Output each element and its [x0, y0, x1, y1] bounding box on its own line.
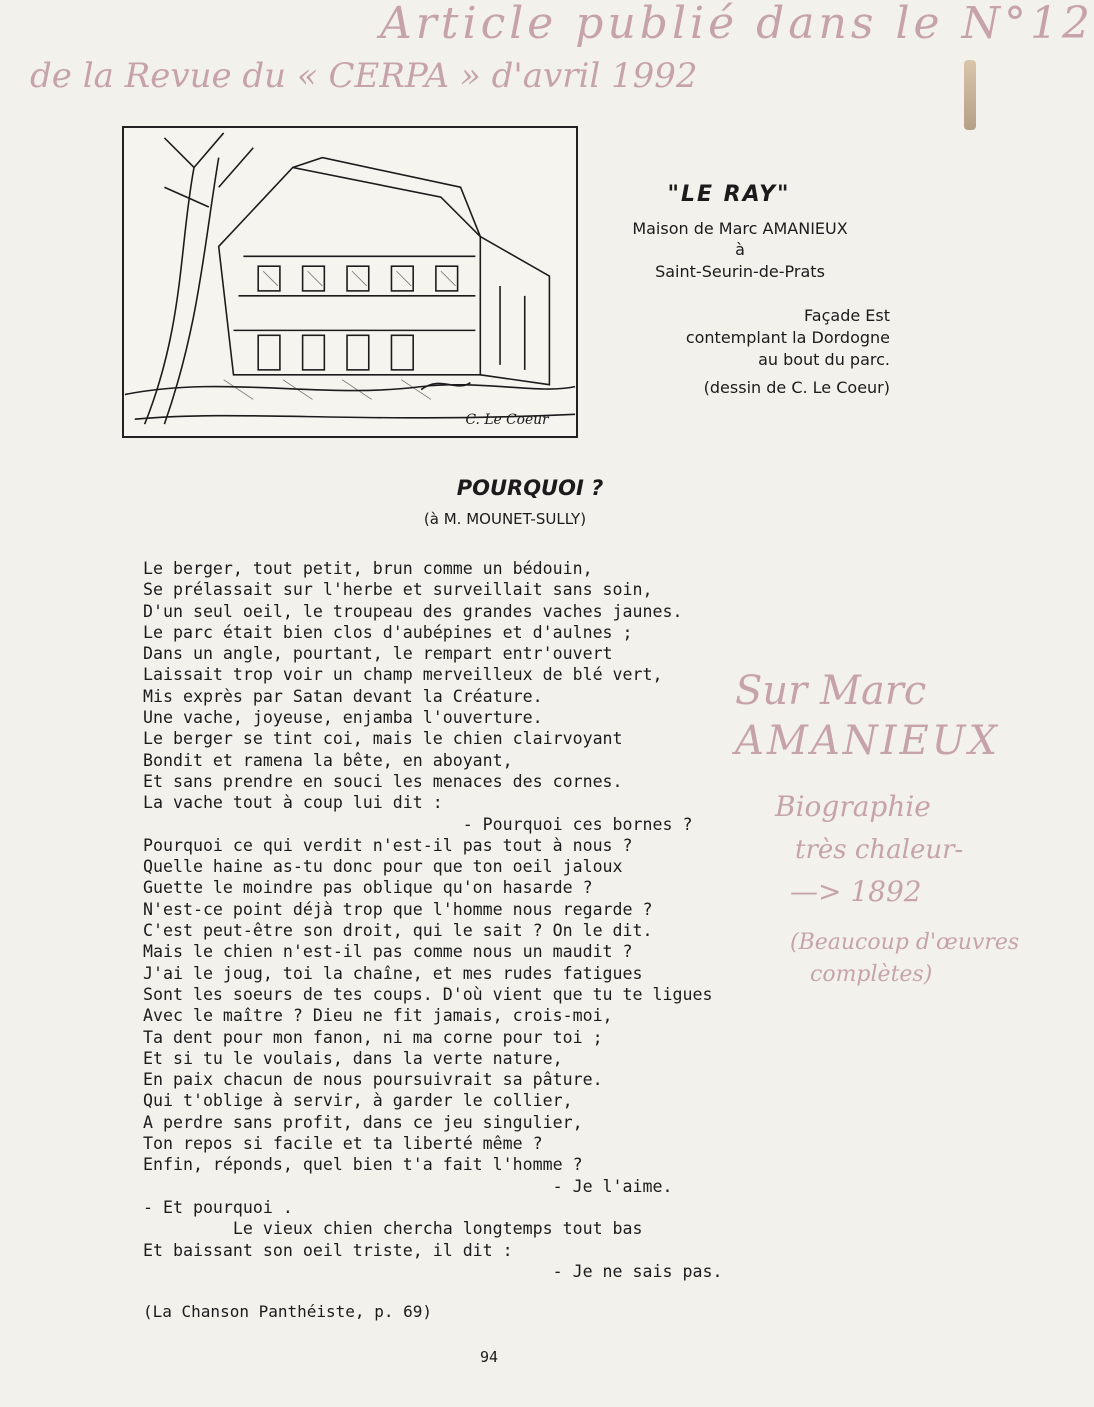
caption-park: au bout du parc.	[758, 350, 890, 369]
handwritten-margin-note-2: très chaleur-	[795, 835, 964, 865]
caption-facade: Façade Est	[804, 306, 890, 325]
poem-line: Mis exprès par Satan devant la Créature.	[143, 686, 543, 706]
poem-line: Ta dent pour mon fanon, ni ma corne pour toi ;	[143, 1027, 603, 1047]
poem-line: Et sans prendre en souci les menaces des cornes.	[143, 771, 623, 791]
poem-line: Ton repos si facile et ta liberté même ?	[143, 1134, 543, 1154]
staple-mark	[964, 60, 976, 130]
illustration-signature: C. Le Coeur	[465, 412, 549, 429]
poem-line: En paix chacun de nous poursuivrait sa pâture.	[143, 1070, 603, 1090]
handwritten-margin-word-1: Sur Marc	[735, 668, 927, 714]
poem-line: Le vieux chien chercha longtemps tout bas	[143, 1219, 643, 1239]
poem-line: N'est-ce point déjà trop que l'homme nous regarde ?	[143, 899, 653, 919]
poem-line: - Pourquoi ces bornes ?	[143, 814, 693, 834]
poem-line: Et baissant son oeil triste, il dit :	[143, 1240, 513, 1260]
poem-line: A perdre sans profit, dans ce jeu singulier,	[143, 1112, 583, 1132]
caption-title: "LE RAY"	[667, 182, 791, 207]
poem-dedication: (à M. MOUNET-SULLY)	[423, 510, 587, 528]
poem-line: Enfin, réponds, quel bien t'a fait l'homme ?	[143, 1155, 583, 1175]
house-drawing	[124, 128, 576, 436]
poem-title: POURQUOI ?	[456, 476, 604, 500]
poem-line: Guette le moindre pas oblique qu'on hasarde ?	[143, 878, 593, 898]
poem-line: - Je ne sais pas.	[143, 1261, 723, 1281]
page-number: 94	[480, 1348, 499, 1366]
handwritten-note-top: Article publié dans le N°12	[380, 0, 1094, 49]
poem-body	[143, 558, 823, 1282]
caption-credit: (dessin de C. Le Coeur)	[703, 378, 890, 397]
poem-line: Le berger se tint coi, mais le chien clairvoyant	[143, 729, 623, 749]
poem-line: La vache tout à coup lui dit :	[143, 793, 443, 813]
poem-line: J'ai le joug, toi la chaîne, et mes rudes fatigues	[143, 963, 643, 983]
handwritten-margin-note-1: Biographie	[775, 790, 931, 823]
caption-view: contemplant la Dordogne	[685, 328, 890, 347]
caption-place: Saint-Seurin-de-Prats	[655, 262, 825, 281]
poem-source: (La Chanson Panthéiste, p. 69)	[143, 1302, 432, 1321]
poem-line: Sont les soeurs de tes coups. D'où vient que tu te ligues	[143, 984, 713, 1004]
caption-preposition: à	[735, 240, 745, 259]
poem-line: Pourquoi ce qui verdit n'est-il pas tout à nous ?	[143, 835, 633, 855]
poem-line: C'est peut-être son droit, qui le sait ? On le dit.	[143, 921, 653, 941]
poem-line: D'un seul oeil, le troupeau des grandes vaches jaunes.	[143, 601, 683, 621]
handwritten-note-second: de la Revue du « CERPA » d'avril 1992	[30, 56, 698, 96]
handwritten-margin-note-3: —> 1892	[790, 875, 922, 908]
handwritten-margin-word-2: AMANIEUX	[735, 718, 1000, 764]
poem-line: Quelle haine as-tu donc pour que ton oeil jaloux	[143, 857, 623, 877]
caption-owner: Maison de Marc AMANIEUX	[632, 219, 848, 238]
poem-line: Laissait trop voir un champ merveilleux de blé vert,	[143, 665, 663, 685]
handwritten-margin-note-4: (Beaucoup d'œuvres	[790, 930, 1020, 955]
poem-line: Dans un angle, pourtant, le rempart entr'ouvert	[143, 644, 613, 664]
house-illustration	[122, 126, 578, 438]
poem-line: Avec le maître ? Dieu ne fit jamais, crois-moi,	[143, 1006, 613, 1026]
poem-line: Une vache, joyeuse, enjamba l'ouverture.	[143, 708, 543, 728]
poem-line: Le berger, tout petit, brun comme un bédouin,	[143, 559, 593, 578]
handwritten-margin-note-5: complètes)	[810, 962, 933, 987]
poem-line: Bondit et ramena la bête, en aboyant,	[143, 750, 513, 770]
poem-line: Le parc était bien clos d'aubépines et d'aulnes ;	[143, 622, 633, 642]
poem-line: Qui t'oblige à servir, à garder le collier,	[143, 1091, 573, 1111]
poem-line: - Et pourquoi .	[143, 1197, 293, 1217]
poem-line: Mais le chien n'est-il pas comme nous un maudit ?	[143, 942, 633, 962]
poem-line: Se prélassait sur l'herbe et surveillait sans soin,	[143, 580, 653, 600]
poem-line: - Je l'aime.	[143, 1176, 673, 1196]
poem-line: Et si tu le voulais, dans la verte nature,	[143, 1048, 563, 1068]
